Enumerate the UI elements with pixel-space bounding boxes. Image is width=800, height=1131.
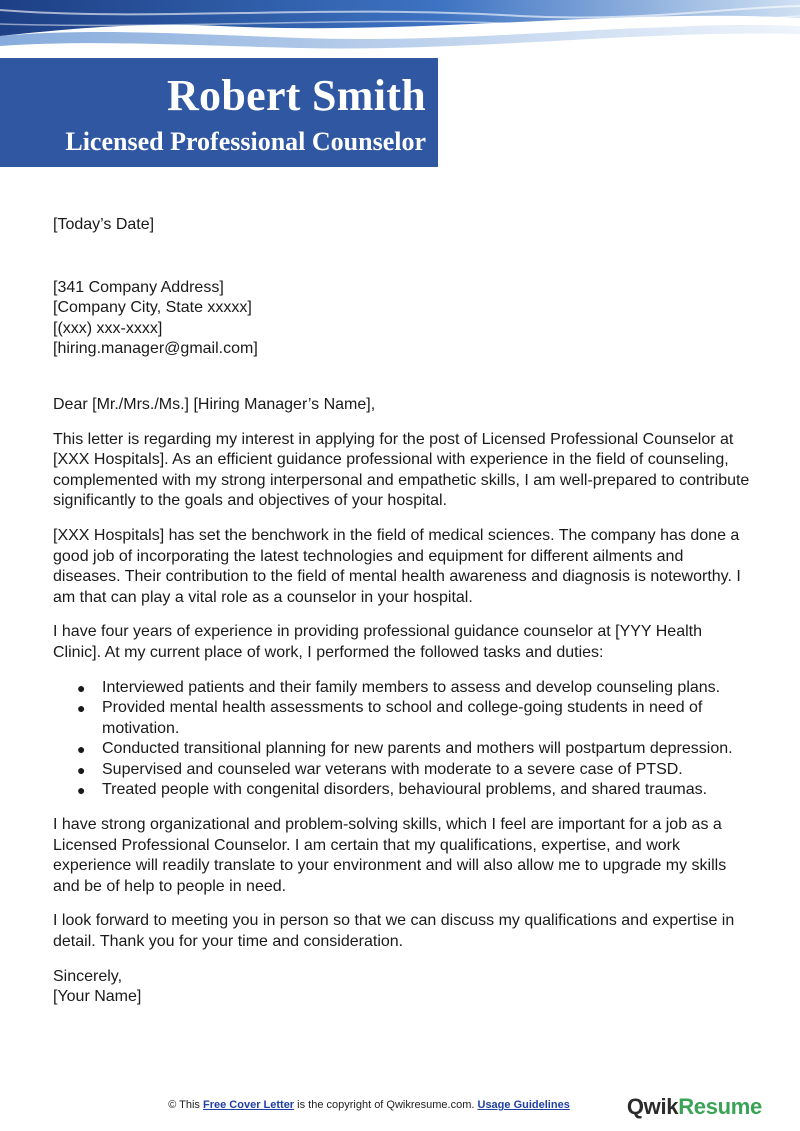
duties-list [53,678,753,802]
applicant-title: Licensed Professional Counselor [65,127,426,156]
address-line: [hiring.manager@gmail.com] [53,340,258,358]
footer-text: is the copyright of Qwikresume.com. [294,1099,478,1111]
footer-text: © This [168,1099,203,1111]
body-paragraph: I look forward to meeting you in person so that we can discuss my qualifications and expertise in detail. Thank you for your time and consideration. [53,912,735,951]
applicant-name: Robert Smith [166,71,426,120]
name-banner [0,58,438,167]
address-line: [341 Company Address] [53,278,224,296]
greeting: Dear [Mr./Mrs./Ms.] [Hiring Manager’s Name], [53,395,376,413]
duty-item: ● Conducted transitional planning for new parents and mothers will postpartum depression. [53,739,753,760]
letter-date: [Today’s Date] [53,216,155,233]
logo-text-resume: Resume [678,1094,762,1119]
duty-item: ● Supervised and counseled war veterans with moderate to a severe case of PTSD. [53,760,753,781]
body-paragraph: [XXX Hospitals] has set the benchwork in the field of medical sciences. The company has done a good job of incorporating the latest technologies and equipment for different ailments and diseases. Their contribution to the field of mental health awareness and diagnosis is noteworthy. I am that can play a vital role as a counselor in your hospital. [53,526,741,606]
free-cover-letter-link[interactable]: Free Cover Letter [203,1099,295,1111]
usage-guidelines-link[interactable]: Usage Guidelines [477,1099,570,1111]
duty-item: ● Provided mental health assessments to school and college-going students in need of motivation. [53,698,753,739]
address-line: [(xxx) xxx-xxxx] [53,319,163,337]
signoff: Sincerely, [53,967,123,985]
qwikresume-logo [627,1094,762,1120]
signature-name: [Your Name] [53,988,142,1006]
body-paragraph: This letter is regarding my interest in applying for the post of Licensed Professional Counselor at [XXX Hospitals]. As an efficient guidance professional with experience in the field of counseling, complemented with my strong interpersonal and empathetic skills, I am well-prepared to contribute significantly to the goals and objectives of your hospital. [53,430,750,510]
body-paragraph: I have four years of experience in providing professional guidance counselor at [YYY Health Clinic]. At my current place of work, I performed the followed tasks and duties: [53,623,702,661]
logo-text-qwik: Qwik [626,1094,679,1119]
letter-body [53,215,753,1008]
recipient-address [53,278,753,360]
duty-item: ● Interviewed patients and their family members to assess and develop counseling plans. [53,678,753,699]
address-line: [Company City, State xxxxx] [53,299,252,317]
body-paragraph: I have strong organizational and problem-solving skills, which I feel are important for a job as a Licensed Professional Counselor. I am certain that my qualifications, expertise, and work experience will readily translate to your environment and will also allow me to upgrade my skills and be of help to people in need. [53,816,727,895]
duty-item: ● Treated people with congenital disorders, behavioural problems, and shared traumas. [53,780,753,801]
